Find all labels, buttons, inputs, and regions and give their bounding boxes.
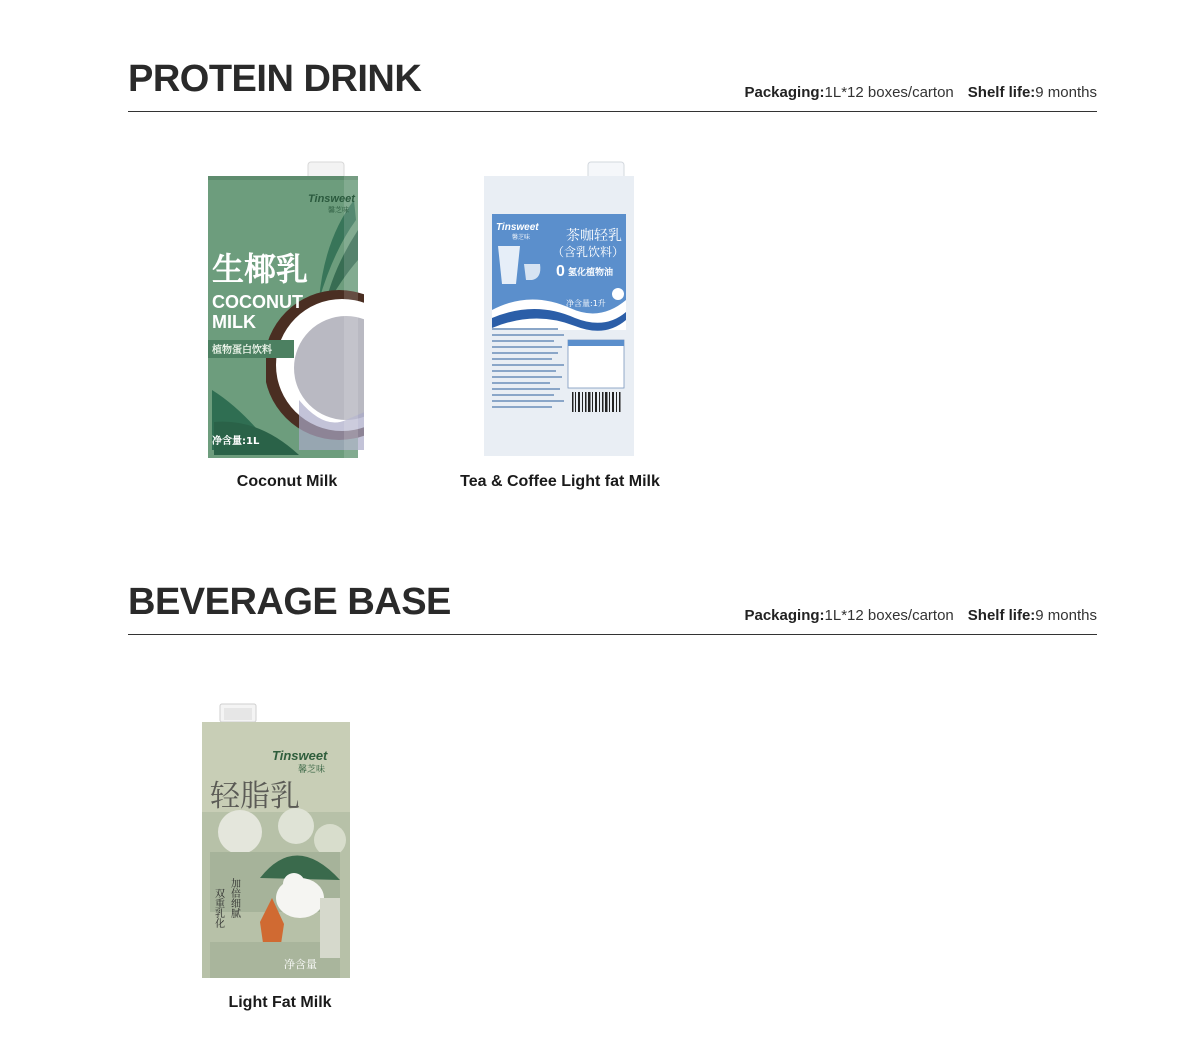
packaging-label: Packaging:: [744, 84, 825, 101]
section-header-beverage-base: [128, 572, 1097, 635]
section-meta: [744, 607, 1097, 624]
product-caption-light-fat-milk: Light Fat Milk: [228, 994, 332, 1011]
light-fat-milk-volume: 净含量: [284, 958, 317, 971]
section-header-protein-drink: [128, 50, 1097, 112]
tea-coffee-brand-logo: Tinsweet: [496, 222, 539, 233]
light-fat-milk-brand-logo: Tinsweet: [272, 748, 328, 763]
coconut-brand-logo: Tinsweet: [308, 193, 355, 205]
tea-coffee-zero-label: 0: [556, 263, 565, 280]
coconut-brand-cn: 馨芝味: [328, 206, 349, 214]
shelf-life-value: 9 months: [1035, 607, 1097, 624]
coconut-milk-carton-image: [204, 160, 364, 465]
light-fat-milk-carton-image: [200, 702, 360, 982]
tea-coffee-name-cn-2: （含乳饮料）: [552, 245, 625, 259]
coconut-name-en-1: COCONUT: [212, 292, 303, 312]
shelf-life-value: 9 months: [1035, 84, 1097, 101]
section-title: BEVERAGE BASE: [128, 581, 451, 623]
tea-coffee-zero-text: 氢化植物油: [568, 268, 614, 278]
product-light-fat-milk[interactable]: [200, 702, 360, 982]
shelf-life-label: Shelf life:: [967, 84, 1036, 101]
product-caption-tea-coffee-light-fat-milk: Tea & Coffee Light fat Milk: [460, 473, 660, 490]
coconut-volume: 净含量:1L: [212, 436, 260, 447]
shelf-life-label: Shelf life:: [967, 607, 1036, 624]
section-meta: [744, 84, 1097, 101]
product-coconut-milk[interactable]: [204, 160, 364, 465]
light-fat-milk-side-text-2: 加倍细腻: [228, 878, 240, 918]
coconut-category-cn: 植物蛋白饮料: [212, 345, 272, 356]
coconut-name-cn: 生椰乳: [212, 250, 309, 288]
packaging-label: Packaging:: [744, 607, 825, 624]
section-title: PROTEIN DRINK: [128, 58, 422, 100]
packaging-value: 1L*12 boxes/carton: [824, 84, 954, 101]
tea-coffee-volume: 净含量:1升: [566, 299, 606, 308]
tea-coffee-brand-cn: 馨芝味: [512, 234, 531, 241]
tea-coffee-nutrition-table: [568, 340, 624, 388]
light-fat-milk-name-cn: 轻脂乳: [210, 779, 300, 814]
product-caption-coconut-milk: Coconut Milk: [236, 473, 338, 490]
product-tea-coffee-light-fat-milk[interactable]: [480, 160, 640, 460]
tea-coffee-name-cn-1: 茶咖轻乳: [566, 228, 622, 244]
light-fat-milk-brand-cn: 馨芝味: [298, 765, 326, 775]
coconut-name-en-2: MILK: [212, 312, 256, 332]
tea-coffee-barcode: [572, 392, 621, 412]
packaging-value: 1L*12 boxes/carton: [824, 607, 954, 624]
tea-coffee-carton-image: [480, 160, 640, 460]
light-fat-milk-side-text-1: 双重乳化: [212, 888, 224, 928]
